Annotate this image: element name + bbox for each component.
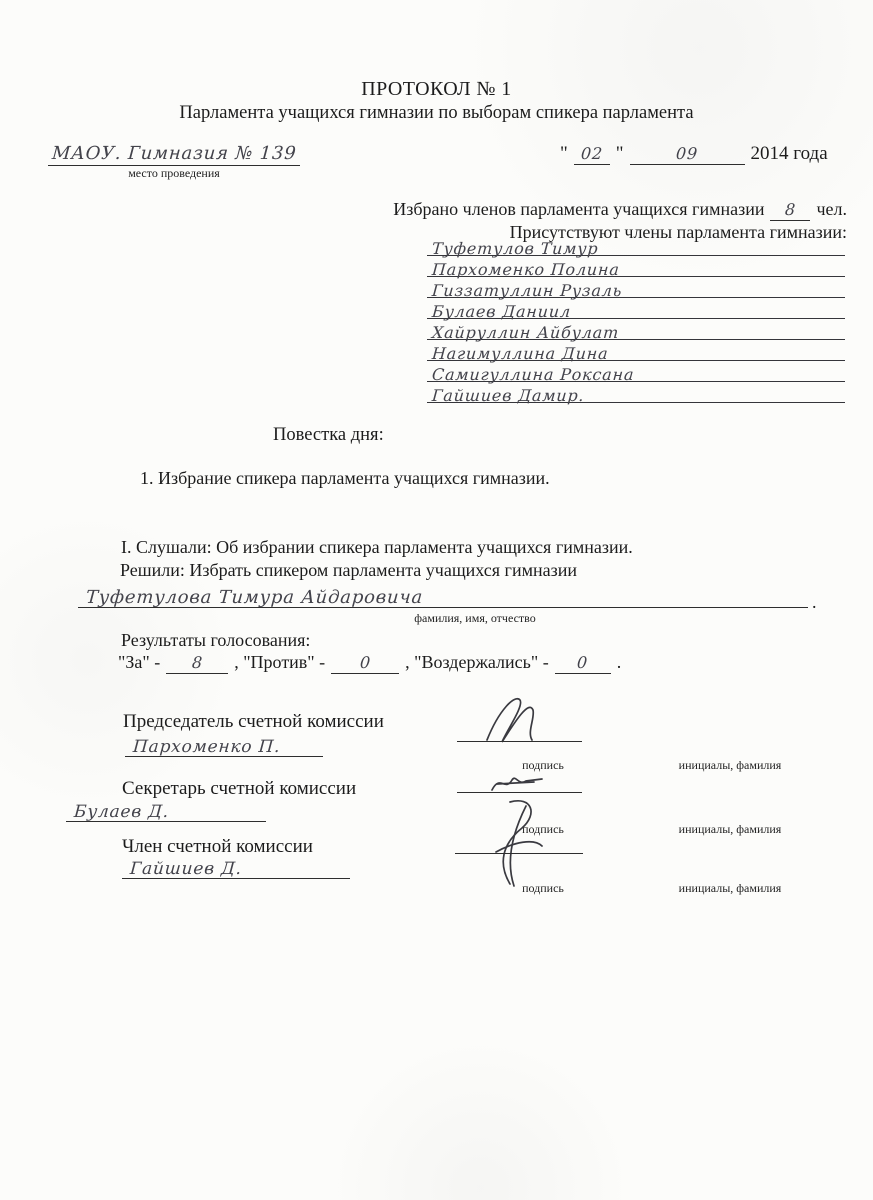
agenda-heading: Повестка дня: — [273, 425, 384, 445]
member-role: Член счетной комиссии — [122, 836, 313, 857]
member-line — [427, 361, 845, 382]
elected-count: 8 — [784, 200, 797, 219]
member-name-caption: инициалы, фамилия — [678, 881, 782, 895]
vote-for-value: 8 — [191, 653, 204, 672]
voting-heading: Результаты голосования: — [121, 630, 311, 650]
secretary-name-line — [66, 798, 266, 822]
member-name: Самигуллина Роксана — [431, 365, 635, 384]
venue-caption: место проведения — [128, 166, 220, 180]
vote-abstain-label: , "Воздержались" - — [405, 652, 549, 672]
date-month-slot — [630, 144, 745, 165]
member-name: Гайшиев Дамир. — [431, 386, 586, 405]
date-year: 2014 года — [750, 143, 828, 164]
date-month: 09 — [675, 144, 699, 163]
member-name-line — [122, 855, 350, 879]
member-name: Туфетулов Тимур — [431, 239, 600, 258]
document-subtitle: Парламента учащихся гимназии по выборам спикера парламента — [179, 103, 694, 123]
member-line — [427, 319, 845, 340]
member-sign-line — [455, 827, 583, 854]
vote-against-value: 0 — [358, 653, 372, 672]
venue-handwritten: МАОУ. Гимназия № 139 — [51, 143, 297, 164]
elected-count-line — [393, 199, 847, 221]
chairman-sign-caption: подпись — [522, 758, 564, 772]
decided-line: Решили: Избрать спикером парламента учащихся гимназии — [120, 560, 577, 580]
venue-block — [48, 143, 300, 181]
vote-for-slot — [166, 653, 228, 674]
member-line — [427, 340, 845, 361]
elected-name-handwritten: Туфетулова Тимура Айдаровича — [85, 587, 424, 608]
chairman-name: Пархоменко П. — [132, 737, 282, 757]
member-name: Гиззатуллин Рузаль — [431, 281, 623, 300]
secretary-sign-line — [457, 766, 582, 793]
elected-name-period: . — [812, 592, 817, 612]
elected-count-slot — [770, 200, 810, 221]
vote-against-slot — [331, 653, 399, 674]
member-name: Хайруллин Айбулат — [431, 323, 620, 342]
member-name: Пархоменко Полина — [431, 260, 621, 279]
voting-line — [118, 652, 621, 674]
chairman-name-line — [125, 733, 323, 757]
secretary-name: Булаев Д. — [73, 802, 170, 822]
secretary-sign-caption: подпись — [522, 822, 564, 836]
member-name: Булаев Даниил — [431, 302, 572, 321]
vote-abstain-slot — [555, 653, 611, 674]
elected-label: Избрано членов парламента учащихся гимназии — [393, 199, 765, 219]
chairman-name-caption: инициалы, фамилия — [678, 758, 782, 772]
document-title: ПРОТОКОЛ № 1 — [361, 78, 512, 100]
secretary-name-caption: инициалы, фамилия — [678, 822, 782, 836]
present-heading: Присутствуют члены парламента гимназии: — [509, 222, 847, 242]
heard-line: I. Слушали: Об избрании спикера парламента учащихся гимназии. — [121, 537, 633, 557]
agenda-item-1: 1. Избрание спикера парламента учащихся гимназии. — [140, 468, 550, 488]
vote-for-label: "За" - — [118, 652, 161, 672]
date-open-quote: " — [560, 143, 568, 164]
member-line — [427, 277, 845, 298]
elected-suffix: чел. — [816, 199, 847, 219]
member-name: Нагимуллина Дина — [431, 344, 610, 363]
member-line — [427, 235, 845, 256]
date-close-quote: " — [615, 143, 624, 164]
vote-abstain-value: 0 — [576, 653, 589, 672]
member-line — [427, 298, 845, 319]
date-day: 02 — [580, 144, 604, 163]
chairman-sign-line — [457, 715, 582, 742]
member-name: Гайшиев Д. — [129, 859, 243, 879]
chairman-role: Председатель счетной комиссии — [123, 711, 384, 732]
member-sign-caption: подпись — [522, 881, 564, 895]
vote-against-label: , "Против" - — [234, 652, 326, 672]
secretary-role: Секретарь счетной комиссии — [122, 778, 357, 799]
date-block — [560, 143, 828, 166]
date-day-slot — [574, 144, 610, 165]
elected-name-line — [78, 582, 808, 608]
member-line — [427, 382, 845, 403]
elected-name-caption: фамилия, имя, отчество — [414, 611, 536, 625]
voting-period: . — [616, 652, 622, 672]
member-line — [427, 256, 845, 277]
